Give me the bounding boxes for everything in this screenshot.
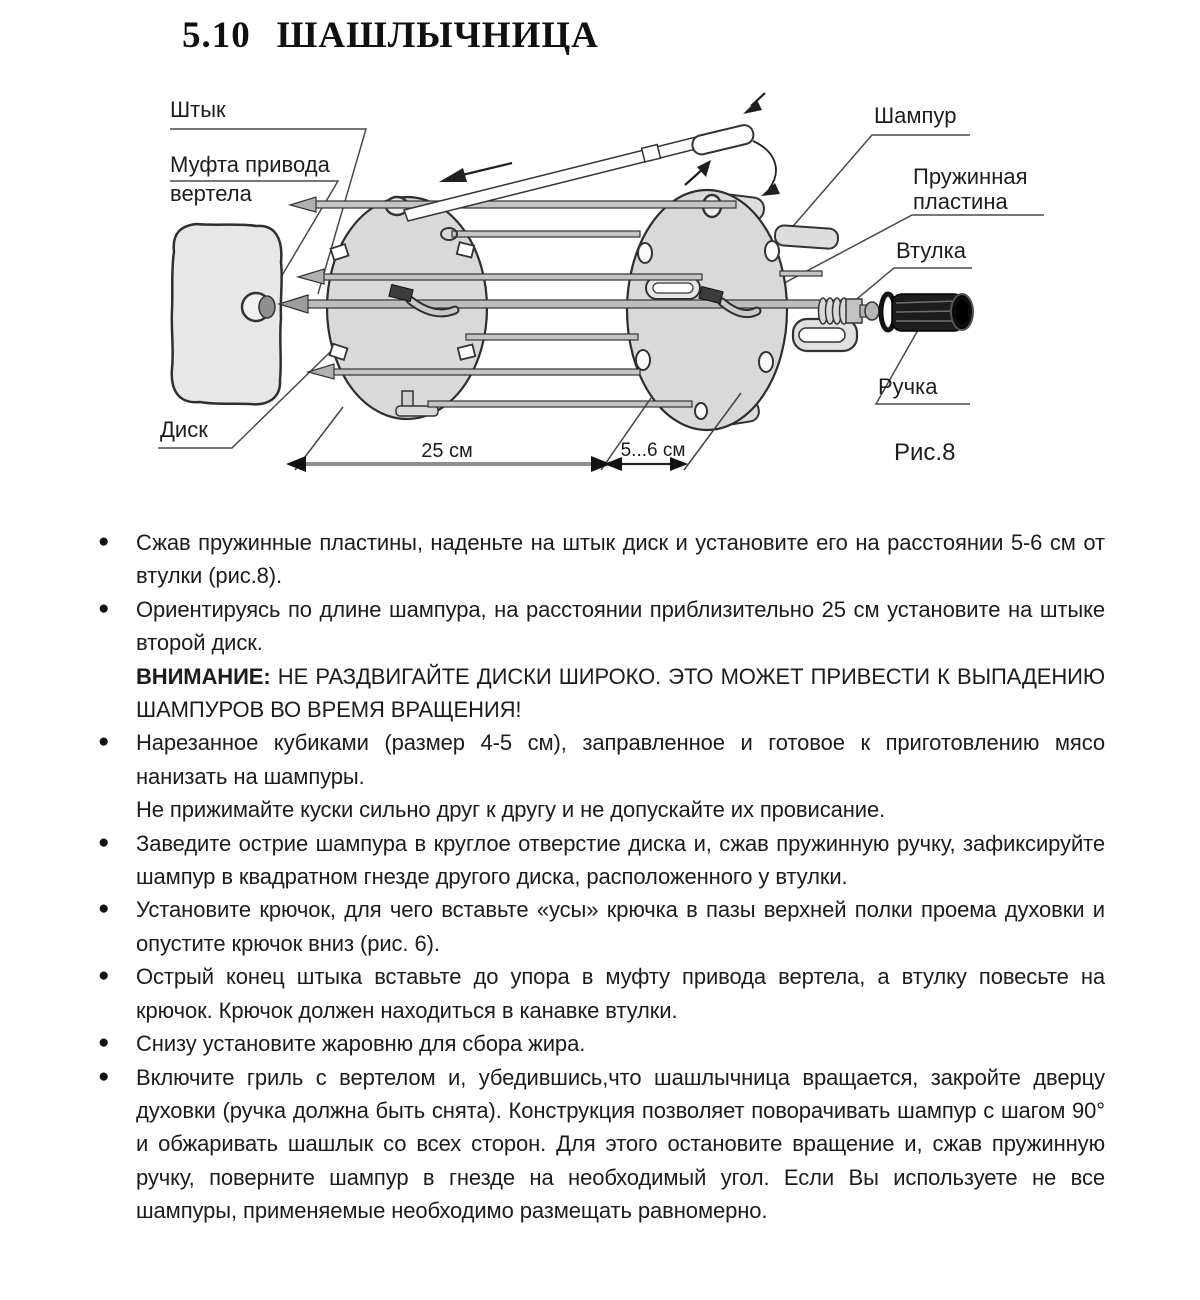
figure-caption: Рис.8: [894, 439, 956, 466]
item-text: НЕ РАЗДВИГАЙТЕ ДИСКИ ШИРОКО. ЭТО МОЖЕТ ПРИВЕСТИ К ВЫПАДЕНИЮ ШАМПУРОВ ВО ВРЕМЯ ВРАЩЕНИЯ!: [136, 663, 1105, 723]
instruction-item: [98, 827, 1105, 894]
dimension-5-6cm: [604, 440, 688, 471]
bullet-icon: ●: [98, 731, 110, 753]
label-ruchka: Ручка: [878, 374, 938, 399]
dimension-25cm: [286, 440, 611, 472]
insertion-arrow: [439, 163, 512, 182]
bullet-icon: ●: [98, 898, 110, 920]
item-text: Острый конец штыка вставьте до упора в муфту привода вертела, а втулку повесьте на крючок. Крючок должен находиться в канавке втулки.: [136, 964, 1105, 1023]
bushing: [819, 298, 880, 324]
drive-coupling: [242, 293, 275, 321]
warning-lead: ВНИМАНИЕ:: [136, 663, 271, 689]
bullet-icon: ●: [98, 831, 110, 853]
bullet-icon: ●: [98, 965, 110, 987]
bullet-icon: ●: [98, 531, 110, 552]
label-shampur: Шампур: [874, 103, 957, 128]
label-disk: Диск: [160, 417, 208, 442]
dimension-25cm-label: 25 см: [421, 440, 473, 462]
item-text: Сжав пружинные пластины, наденьте на штык диск и установите его на расстоянии 5-6 см от втулки (рис.8).: [136, 530, 1105, 589]
item-text: Установите крючок, для чего вставьте «усы» крючка в пазы верхней полки проема духовки и опустите крючок вниз (рис. 6).: [136, 897, 1105, 956]
bullet-icon: ●: [98, 1032, 110, 1054]
label-mufta-line1: Муфта привода: [170, 152, 330, 177]
label-shtyk: Штык: [170, 97, 226, 122]
rotation-arrow: [753, 141, 780, 196]
instruction-item: [98, 1027, 1105, 1060]
figure-diagram: [0, 78, 1200, 518]
instruction-item: [98, 960, 1105, 1027]
up-arrow: [685, 160, 711, 185]
top-arrow: [743, 93, 765, 114]
label-pruzhina-line1: Пружинная: [913, 164, 1028, 189]
instruction-item-warning: [98, 660, 1105, 727]
section-title: ШАШЛЫЧНИЦА: [276, 15, 599, 56]
instruction-item-note: [98, 793, 1105, 826]
instruction-item: [98, 893, 1105, 960]
instruction-item: [98, 1061, 1105, 1228]
dimension-5-6cm-label: 5...6 см: [620, 440, 686, 461]
instruction-item: [98, 526, 1105, 593]
bullet-icon: ●: [98, 597, 110, 619]
item-text: Заведите острие шампура в круглое отверстие диска и, сжав пружинную ручку, зафиксируйте шампур в квадратном гнезде другого диска, расположенного у втулки.: [136, 830, 1105, 890]
handle: [881, 294, 973, 331]
item-text: Включите гриль с вертелом и, убедившись,что шашлычница вращается, закройте дверцу духовки (ручка должна быть снята). Конструкция позволяет поворачивать шампур с шагом 90° и обжаривать шашлык со всех сторон. Для этого остановите вращение и, сжав пружинную ручку, поверните шампур в гнезде на необходимый угол. Если Вы используете не все шампуры, применяемые необходимо размещать равномерно.: [136, 1064, 1105, 1224]
label-pruzhina-line2: пластина: [913, 189, 1008, 214]
item-text: Ориентируясь по длине шампура, на расстоянии приблизительно 25 см установите на штыке второй диск.: [136, 596, 1105, 656]
item-text: Снизу установите жаровню для сбора жира.: [136, 1031, 586, 1057]
instruction-item: [98, 726, 1105, 793]
instruction-item: [98, 593, 1105, 660]
label-vtulka: Втулка: [896, 238, 966, 263]
item-text: Нарезанное кубиками (размер 4-5 см), заправленное и готовое к приготовлению мясо нанизать на шампуры.: [136, 730, 1105, 789]
instruction-list: [98, 526, 1105, 1228]
bullet-icon: ●: [98, 1065, 110, 1087]
label-mufta-line2: вертела: [170, 181, 252, 206]
page-title: [182, 14, 599, 57]
section-number: 5.10: [182, 15, 251, 56]
item-text: Не прижимайте куски сильно друг к другу и не допускайте их провисание.: [136, 797, 886, 823]
